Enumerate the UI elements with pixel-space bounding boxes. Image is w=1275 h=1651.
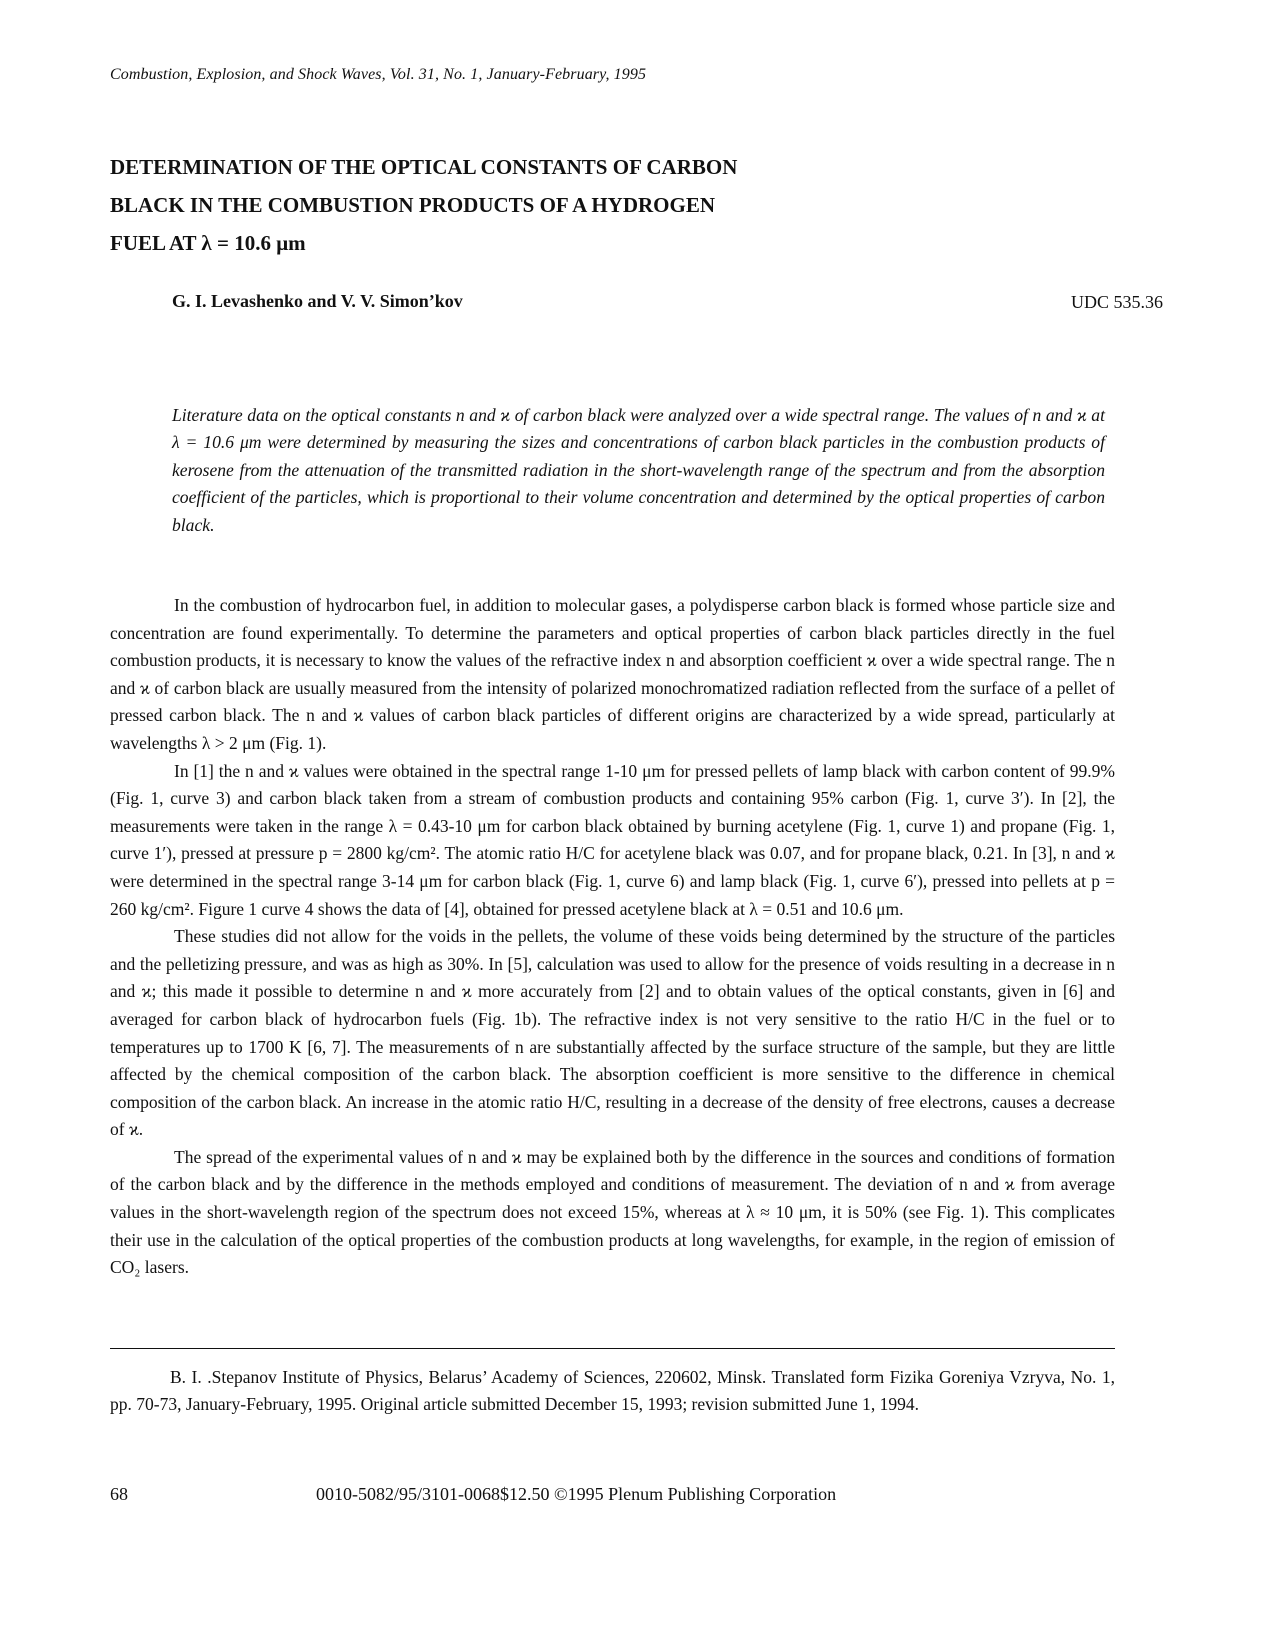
paragraph: These studies did not allow for the voids in the pellets, the volume of these voids being determined by the structure of the particles and the pelletizing pressure, and was as high as 30%. In [5], calculation was used to allow for the presence of voids resulting in a decrease in n and ϰ; this made it possible to determine n and ϰ more accurately from [2] and to obtain values of the optical constants, given in [6] and averaged for carbon black of hydrocarbon fuels (Fig. 1b). The refractive index is not very sensitive to the ratio H/C in the fuel or to temperatures up to 1700 K [6, 7]. The measurements of n are substantially affected by the surface structure of the sample, but they are little affected by the chemical composition of the carbon black. The absorption coefficient is more sensitive to the difference in chemical composition of the carbon black. An increase in the atomic ratio H/C, resulting in a decrease of the density of free electrons, causes a decrease of ϰ. [110, 926, 1115, 1140]
journal-citation: Combustion, Explosion, and Shock Waves, Vol. 31, No. 1, January-February, 1995 [110, 66, 647, 83]
page-number: 68 [110, 1484, 128, 1504]
copyright-line: 0010-5082/95/3101-0068$12.50 ©1995 Plenum Publishing Corporation [316, 1484, 837, 1504]
udc-code: UDC 535.36 [1070, 292, 1163, 312]
title-line-3: FUEL AT λ = 10.6 μm [110, 231, 306, 255]
paragraph: In [1] the n and ϰ values were obtained in the spectral range 1-10 μm for pressed pellets of lamp black with carbon content of 99.9% (Fig. 1, curve 3) and carbon black taken from a stream of combustion products and containing 95% carbon (Fig. 1, curve 3′). In [2], the measurements were taken in the range λ = 0.43-10 μm for carbon black obtained by burning acetylene (Fig. 1, curve 1) and propane (Fig. 1, curve 1′), pressed at pressure p = 2800 kg/cm². The atomic ratio H/C for acetylene black was 0.07, and for propane black, 0.21. In [3], n and ϰ were determined in the spectral range 3-14 μm for carbon black (Fig. 1, curve 6) and lamp black (Fig. 1, curve 6′), pressed into pellets at p = 260 kg/cm². Figure 1 curve 4 shows the data of [4], obtained for pressed acetylene black at λ = 0.51 and 10.6 μm. [110, 760, 1115, 919]
article-title [110, 148, 870, 262]
authors: G. I. Levashenko and V. V. Simon’kov [172, 291, 463, 311]
paragraph: The spread of the experimental values of n and ϰ may be explained both by the difference in the sources and conditions of formation of the carbon black and by the difference in the methods employed and conditions of measurement. The deviation of n and ϰ from average values in the short-wavelength region of the spectrum does not exceed 15%, whereas at λ ≈ 10 μm, it is 50% (see Fig. 1). This complicates their use in the calculation of the optical properties of the combustion products at long wavelengths, for example, in the region of emission of CO₂ lasers. [110, 1146, 1115, 1278]
footnote: B. I. .Stepanov Institute of Physics, Belarus’ Academy of Sciences, 220602, Minsk. Translated form Fizika Goreniya Vzryva, No. 1, pp. 70-73, January-February, 1995. Original article submitted December 15, 1993; revision submitted June 1, 1994. [110, 1367, 1115, 1414]
abstract: Literature data on the optical constants n and ϰ of carbon black were analyzed over a wide spectral range. The values of n and ϰ at λ = 10.6 μm were determined by measuring the sizes and concentrations of carbon black particles in the combustion products of kerosene from the attenuation of the transmitted radiation in the short-wavelength range of the spectrum and from the absorption coefficient of the particles, which is proportional to their volume concentration and determined by the optical properties of carbon black. [172, 405, 1105, 535]
paragraph: In the combustion of hydrocarbon fuel, in addition to molecular gases, a polydisperse carbon black is formed whose particle size and concentration are found experimentally. To determine the parameters and optical properties of carbon black particles directly in the fuel combustion products, it is necessary to know the values of the refractive index n and absorption coefficient ϰ over a wide spectral range. The n and ϰ of carbon black are usually measured from the intensity of polarized monochromatized radiation reflected from the surface of a pellet of pressed carbon black. The n and ϰ values of carbon black particles of different origins are characterized by a wide spread, particularly at wavelengths λ > 2 μm (Fig. 1). [110, 595, 1115, 753]
body-text [110, 592, 1115, 1282]
title-line-2: BLACK IN THE COMBUSTION PRODUCTS OF A HYDROGEN [110, 193, 716, 217]
title-line-1: DETERMINATION OF THE OPTICAL CONSTANTS OF CARBON [110, 155, 738, 179]
footnote-divider [110, 1348, 1115, 1349]
